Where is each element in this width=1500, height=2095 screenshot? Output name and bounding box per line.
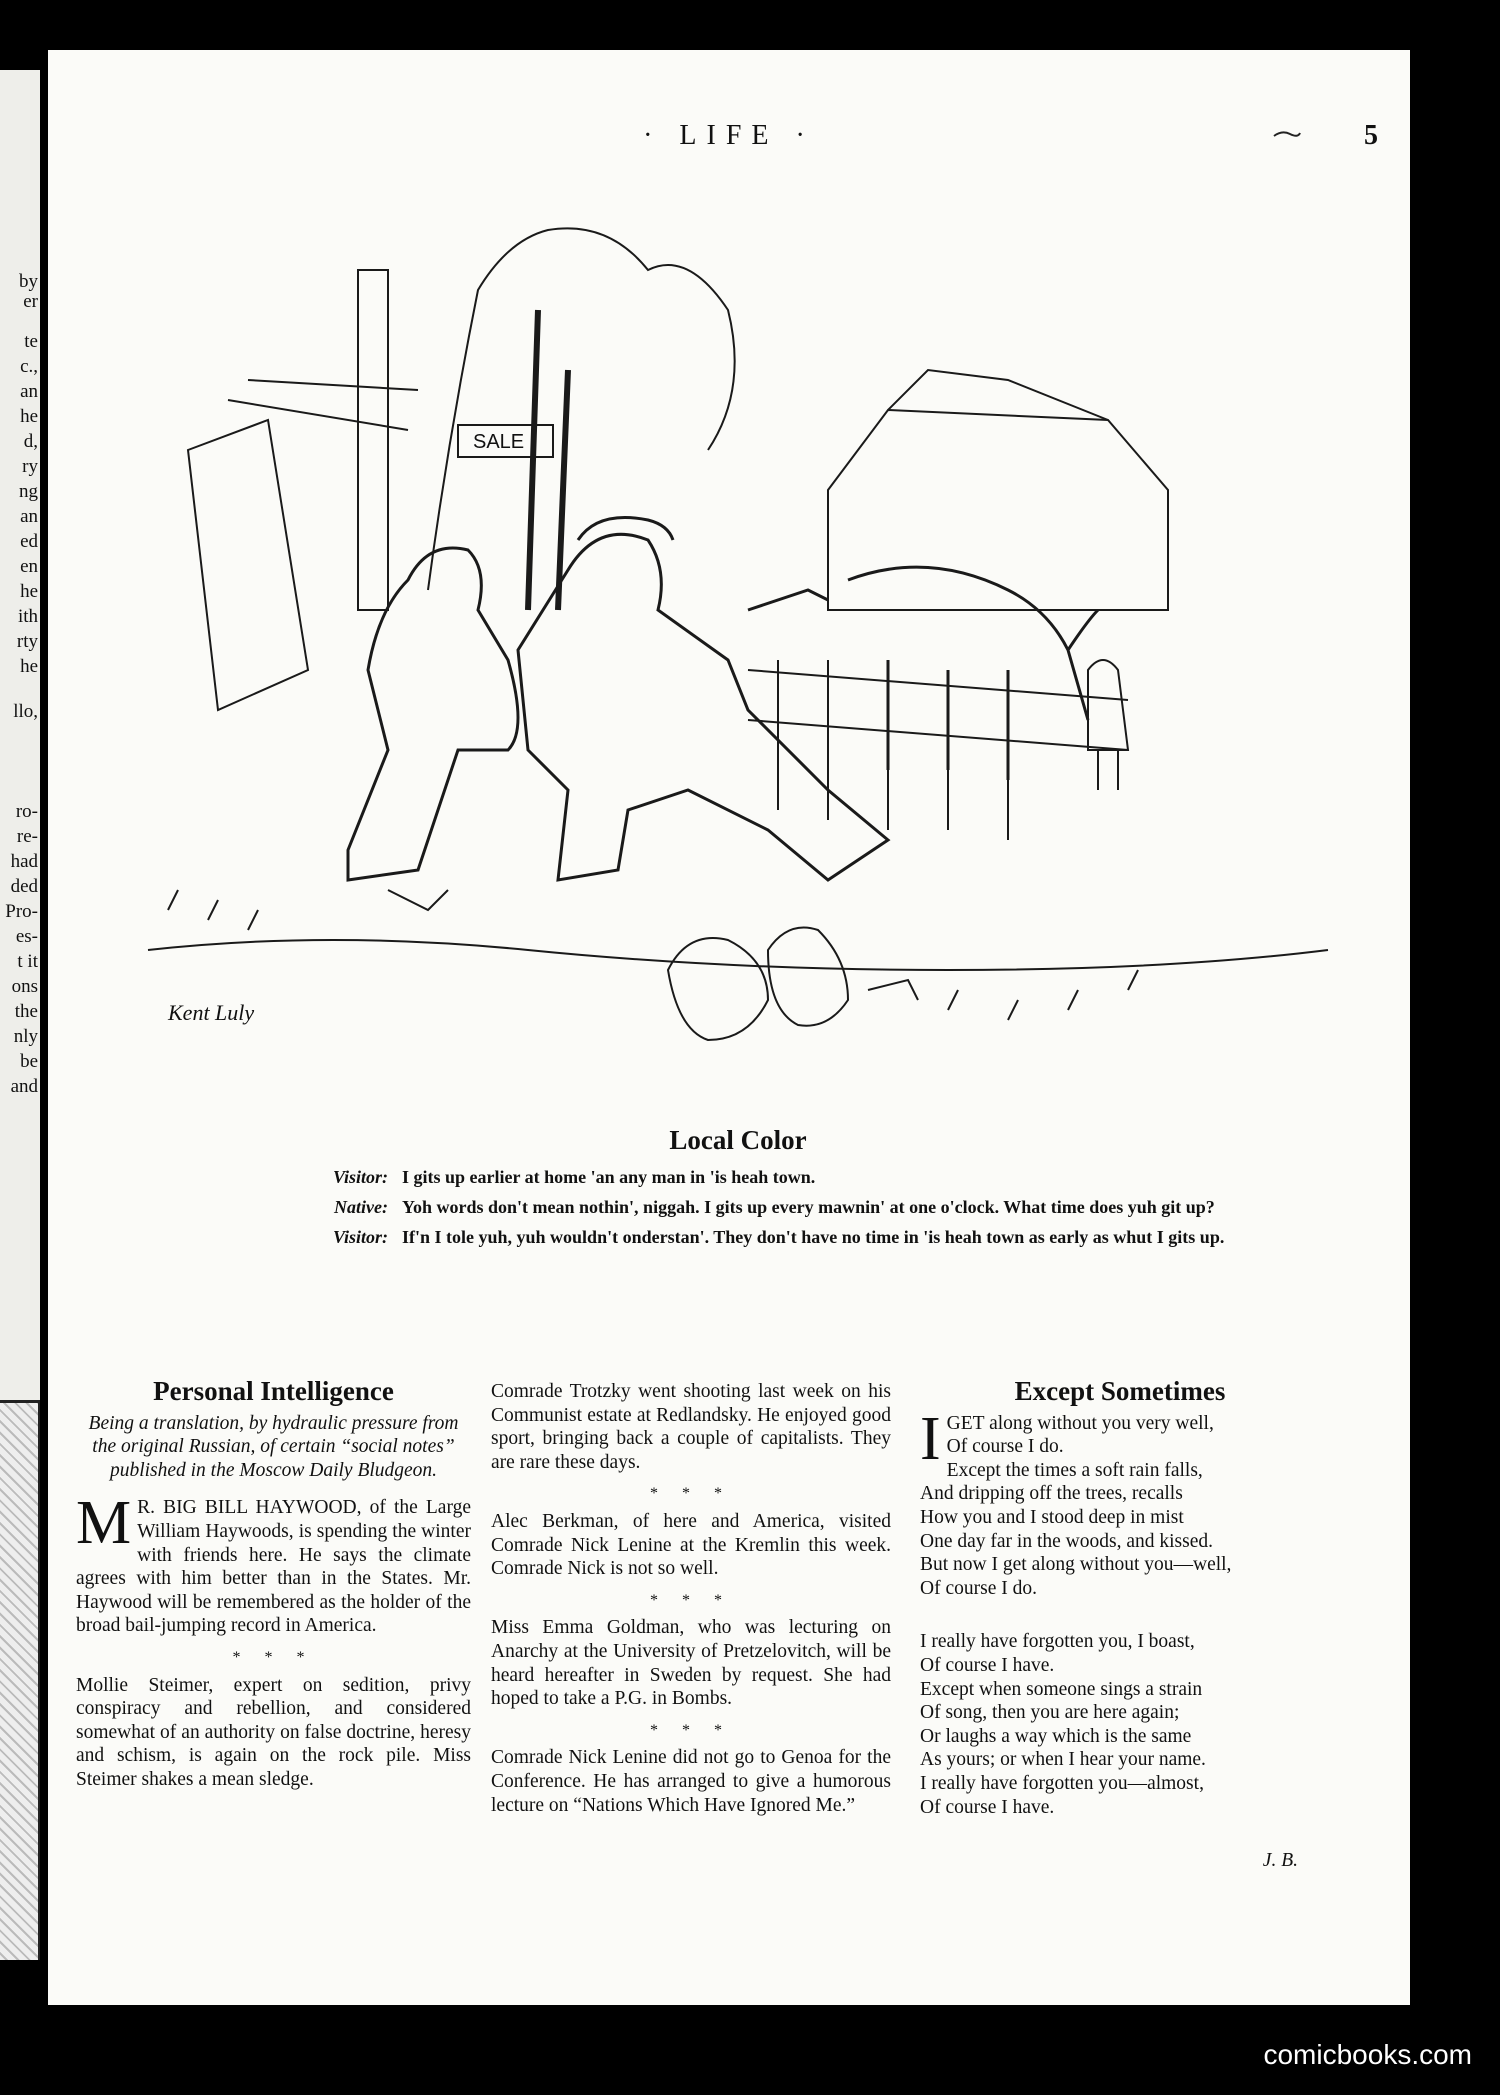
paragraph-text: R. BIG BILL HAYWOOD, of the Large William Haywoods, is spending the winter with friends here. He says the climate agrees with him better than in the States. Mr. Haywood will be remembered as the holder of the broad bail-jumping record in America. — [76, 1497, 471, 1637]
drop-cap: M — [76, 1489, 132, 1558]
child-figure — [1088, 660, 1128, 790]
dialogue-line — [238, 1196, 1238, 1218]
bottle-on-ground — [388, 890, 448, 910]
dialogue-line — [238, 1226, 1238, 1248]
previous-page-text-fragment: llo, — [13, 701, 38, 722]
haywood-paragraph — [76, 1489, 471, 1638]
previous-page-text-fragment: had — [10, 851, 38, 872]
chicken-1 — [668, 938, 768, 1040]
bottle-on-ground-2 — [868, 980, 918, 1000]
previous-page-edge — [0, 70, 40, 1960]
previous-page-text-fragment: ith — [17, 606, 38, 627]
previous-page-text-fragment: re- — [16, 826, 38, 847]
poem-line: As yours; or when I hear your name. — [920, 1749, 1206, 1771]
previous-page-text-fragment: ng — [19, 481, 38, 502]
ink-mark — [1272, 130, 1302, 138]
speaker: Visitor: — [332, 1227, 388, 1247]
goldman-paragraph: Miss Emma Goldman, who was lecturing on Anarchy at the University of Pretzelovitch, will be heard hereafter in Sweden by request. She had hoped to take a P.G. in Bombs. — [491, 1617, 891, 1710]
sign-text: SALE — [473, 431, 525, 453]
poem-line: Of course I do. — [920, 1577, 1037, 1599]
personal-intelligence-column — [76, 1376, 471, 1800]
previous-page-text-fragment: he — [20, 581, 38, 602]
poem-line: And dripping off the trees, recalls — [920, 1483, 1183, 1505]
previous-page-text-fragment: es- — [15, 926, 38, 947]
previous-page-text-fragment: d, — [23, 431, 38, 452]
previous-page-text-fragment: and — [10, 1076, 38, 1097]
previous-page-text-fragment: ro- — [15, 801, 38, 822]
previous-page-text-fragment: an — [20, 506, 38, 527]
poem-line: Of course I have. — [920, 1654, 1055, 1676]
seated-man-left — [348, 548, 518, 880]
cartoon-illustration — [128, 190, 1348, 1150]
poem-stanza-1 — [920, 1404, 1320, 1601]
poem-line: Except the times a soft rain falls, — [946, 1459, 1203, 1481]
section-divider: * * * — [650, 1591, 732, 1609]
page-header — [48, 120, 1410, 160]
previous-page-text-fragment: en — [20, 556, 38, 577]
berkman-paragraph: Alec Berkman, of here and America, visited Comrade Nick Lenine at the Kremlin this week. Comrade Nick is not so well. — [491, 1510, 891, 1580]
poem-line: Of song, then you are here again; — [920, 1702, 1180, 1724]
poem-stanza-2 — [920, 1630, 1320, 1819]
chicken-2 — [768, 928, 848, 1026]
previous-page-text-fragment: t it — [17, 951, 38, 972]
local-color-caption — [238, 1125, 1238, 1256]
middle-column — [491, 1380, 891, 1825]
grass-hatching — [168, 890, 1138, 1020]
speaker: Visitor: — [332, 1167, 388, 1187]
poem-line: But now I get along without you—well, — [920, 1554, 1232, 1576]
hat — [578, 518, 673, 541]
previous-page-text-fragment: he — [20, 406, 38, 427]
hanging-laundry — [188, 420, 308, 710]
section-divider: * * * — [650, 1485, 732, 1503]
speaker: Native: — [334, 1197, 388, 1217]
ground-line — [148, 940, 1328, 970]
artist-signature: Kent Luly — [168, 1000, 255, 1025]
dialogue-line — [238, 1166, 1238, 1188]
reclining-man-right — [518, 534, 888, 880]
previous-page-text-fragment: an — [20, 381, 38, 402]
previous-page-text-fragment: ed — [20, 531, 38, 552]
dialogue-text: Yoh words don't mean nothin', niggah. I gits up every mawnin' at one o'clock. What time does yuh git up? — [402, 1197, 1215, 1217]
drop-cap: I — [920, 1404, 941, 1473]
clothesline — [228, 380, 418, 430]
mule — [848, 567, 1098, 780]
poem-line: Of course I have. — [920, 1796, 1055, 1818]
poem-line: Or laughs a way which is the same — [920, 1725, 1192, 1747]
poem-signature: J. B. — [1262, 1850, 1298, 1872]
except-sometimes-title: Except Sometimes — [1014, 1376, 1226, 1406]
previous-page-text-fragment: er — [23, 291, 38, 312]
tree-trunk — [528, 310, 568, 610]
poem-line: How you and I stood deep in mist — [920, 1506, 1184, 1528]
poem-line-text: GET along without you very well, — [946, 1412, 1214, 1434]
previous-page-text-fragment: ded — [10, 876, 38, 897]
previous-page-text-fragment: ry — [22, 456, 38, 477]
personal-intelligence-subtitle: Being a translation, by hydraulic pressure from the original Russian, of certain “social notes” published in the Moscow Daily Bludgeon. — [88, 1412, 459, 1481]
dialogue-text: If'n I tole yuh, yuh wouldn't onderstan'. They don't have no time in 'is heah town as early as whut I gits up. — [402, 1227, 1225, 1247]
previous-page-text-fragment: by — [19, 271, 38, 292]
raised-arm — [748, 590, 828, 610]
fence — [748, 660, 1128, 840]
previous-page-illustration-edge — [0, 1400, 40, 1960]
gate-post — [358, 270, 388, 610]
local-color-title: Local Color — [669, 1125, 807, 1155]
masthead: · LIFE · — [643, 120, 815, 151]
lenine-paragraph: Comrade Nick Lenine did not go to Genoa for the Conference. He has arranged to give a humorous lecture on “Nations Which Have Ignored Me.” — [491, 1747, 891, 1816]
steimer-paragraph: Mollie Steimer, expert on sedition, privy conspiracy and rebellion, and considered somewhat of an authority on false doctrine, heresy and schism, is again on the rock pile. Miss Steimer shakes a mean sledge. — [76, 1674, 471, 1790]
poem-line: I really have forgotten you, I boast, — [920, 1631, 1195, 1653]
previous-page-text-fragment: rty — [16, 631, 38, 652]
trotzky-paragraph: Comrade Trotzky went shooting last week on his Communist estate at Redlandsky. He enjoyed good sport, bringing back a couple of capitalists. They are rare these days. — [491, 1381, 891, 1473]
previous-page-text-fragment: te — [24, 331, 38, 352]
section-divider: * * * — [650, 1721, 732, 1739]
previous-page-text-fragment: nly — [13, 1026, 38, 1047]
previous-page-text-fragment: he — [20, 656, 38, 677]
previous-page-text-fragment: c., — [20, 356, 38, 377]
section-divider: * * * — [232, 1648, 315, 1666]
poem-line: Except when someone sings a strain — [920, 1678, 1203, 1700]
magazine-page — [48, 50, 1410, 2005]
dialogue-text: I gits up earlier at home 'an any man in 'is heah town. — [402, 1167, 816, 1187]
previous-page-text-fragment: the — [14, 1001, 38, 1022]
page-number: 5 — [1364, 120, 1378, 151]
poem-line: One day far in the woods, and kissed. — [920, 1530, 1213, 1552]
watermark: comicbooks.com — [1263, 2039, 1472, 2070]
previous-page-text-fragment: be — [20, 1051, 38, 1072]
farmhouse — [828, 410, 1168, 610]
personal-intelligence-title: Personal Intelligence — [153, 1376, 394, 1406]
poem-line: I really have forgotten you—almost, — [920, 1772, 1204, 1794]
poem-line: Of course I do. — [946, 1436, 1064, 1458]
except-sometimes-column — [920, 1376, 1320, 1873]
previous-page-text-fragment: ons — [11, 976, 38, 997]
previous-page-text-fragment: Pro- — [5, 901, 38, 922]
